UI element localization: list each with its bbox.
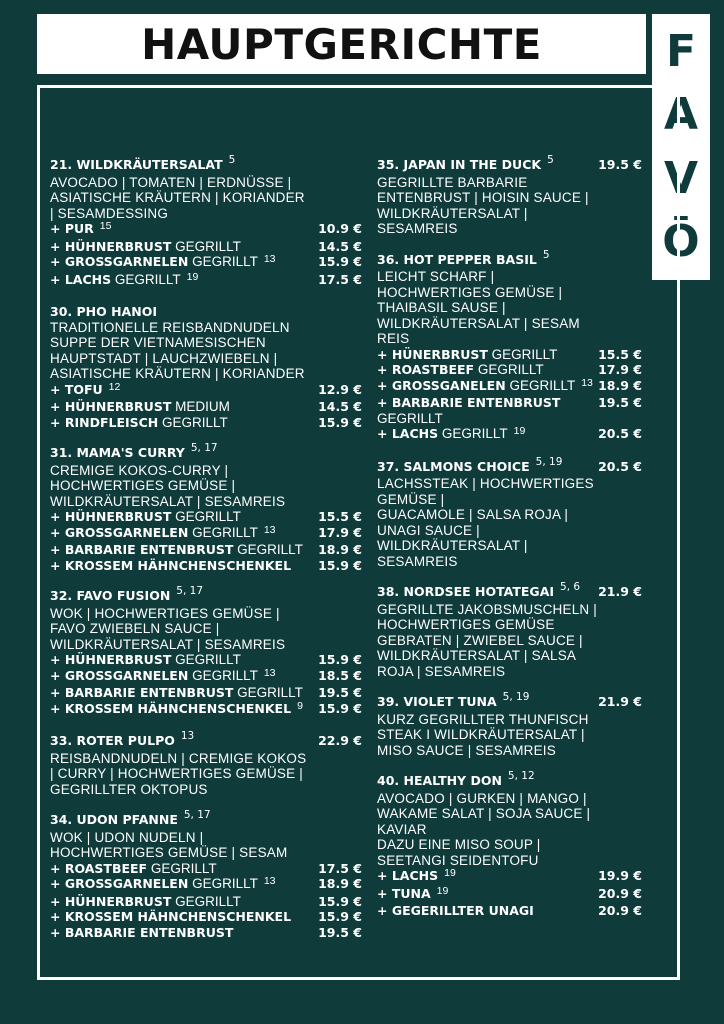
menu-item-description: ROJA | SESAMREIS	[377, 663, 506, 679]
menu-item	[377, 770, 642, 919]
allergen-codes: 5	[547, 154, 554, 166]
menu-item-description: HOCHWERTIGES GEMÜSE | SESAM	[50, 845, 288, 860]
option-name: + GROSSGARNELEN	[50, 524, 189, 540]
menu-item-price: 19.5 €	[598, 157, 642, 172]
menu-item	[377, 154, 642, 237]
option-addon: GEGRILLT	[188, 876, 258, 891]
menu-item-header	[50, 442, 362, 463]
option-addon: GEGRILLT	[111, 271, 181, 287]
option-price: 14.5 €	[318, 238, 362, 254]
menu-item-description: SEETANGI SEIDENTOFU	[377, 852, 539, 868]
logo-letter: F	[665, 25, 697, 77]
option-price: 12.9 €	[318, 381, 362, 397]
menu-item-description: FAVO ZWIEBELN SAUCE |	[50, 621, 220, 636]
menu-item-description: WILDKRÄUTERSALAT | SESAMREIS	[50, 493, 286, 509]
allergen-codes: 9	[297, 699, 303, 712]
menu-item	[50, 585, 362, 718]
allergen-codes: 5, 17	[190, 442, 218, 454]
menu-item	[50, 809, 362, 940]
menu-item-description: GEBRATEN | ZWIEBEL SAUCE |	[377, 632, 583, 648]
menu-item-title: 34. UDON PFANNE	[50, 812, 178, 827]
option-addon: GEGRILLT	[188, 667, 258, 683]
menu-item-description: WAKAME SALAT | SOJA SAUCE |	[377, 806, 591, 821]
menu-item-description: DAZU EINE MISO SOUP |	[377, 837, 541, 852]
option-row	[50, 542, 362, 558]
option-name: + KROSSEM HÄHNCHENSCHENKEL	[50, 909, 292, 924]
menu-item-description: TRADITIONELLE REISBANDNUDELN	[50, 319, 290, 335]
menu-item-header	[50, 154, 362, 175]
page-title: HAUPTGERICHTE	[141, 19, 542, 69]
option-price: 19.5 €	[598, 395, 642, 410]
option-row	[377, 426, 642, 444]
option-name: + LACHS	[377, 426, 439, 441]
menu-item-description: HOCHWERTIGES GEMÜSE |	[377, 284, 563, 300]
menu-item-header	[377, 581, 642, 602]
option-price: 20.9 €	[598, 903, 642, 918]
menu-item-header	[50, 809, 362, 830]
menu-item-title: 31. MAMA'S CURRY	[50, 445, 185, 460]
option-price: 15.9 €	[318, 254, 362, 269]
logo-letter: V	[663, 152, 699, 204]
option-price: 18.9 €	[318, 876, 362, 891]
menu-item	[50, 442, 362, 573]
menu-item-description: HAUPTSTADT | LAUCHZWIEBELN |	[50, 350, 278, 366]
option-row	[50, 399, 362, 415]
menu-item-description: HOCHWERTIGES GEMÜSE |	[50, 478, 236, 493]
menu-item-title: 21. WILDKRÄUTERSALAT	[50, 157, 223, 172]
option-row	[377, 395, 642, 411]
option-addon: GEGRILLT	[188, 254, 258, 269]
menu-item-description: UNAGI SAUCE |	[377, 522, 480, 538]
option-price: 20.9 €	[598, 885, 642, 901]
menu-item-title: 40. HEALTHY DON	[377, 773, 502, 788]
allergen-codes: 5, 19	[502, 691, 530, 703]
menu-item-description: THAIBASIL SAUSE |	[377, 300, 506, 315]
logo-letter: A	[663, 89, 699, 141]
option-price: 15.9 €	[318, 909, 362, 924]
option-row	[50, 509, 362, 525]
option-row	[50, 382, 362, 400]
option-row	[50, 525, 362, 543]
option-name: + BARBARIE ENTENBRUST	[50, 924, 234, 940]
menu-item-title: 30. PHO HANOI	[50, 304, 157, 319]
option-name: + GROSSGARNELEN	[50, 667, 189, 683]
menu-item	[50, 730, 362, 797]
allergen-codes: 5	[542, 248, 550, 261]
option-name: + HÜHNERBRUST	[50, 509, 172, 524]
option-name: + GROSSGANELEN	[377, 377, 506, 393]
menu-item-title: 32. FAVO FUSION	[50, 588, 171, 603]
menu-item	[377, 248, 642, 444]
allergen-codes: 13	[263, 523, 276, 536]
menu-item-price: 20.5 €	[598, 458, 642, 474]
menu-item-description: MISO SAUCE | SESAMREIS	[377, 742, 556, 758]
menu-item-header	[50, 730, 362, 751]
menu-item-title: 35. JAPAN IN THE DUCK	[377, 157, 542, 172]
option-price: 15.9 €	[318, 414, 362, 430]
menu-item-description: REIS	[377, 331, 410, 346]
option-row	[50, 221, 362, 239]
allergen-codes: 12	[108, 380, 121, 393]
allergen-codes: 13	[263, 875, 276, 887]
option-row	[50, 685, 362, 701]
menu-item-header	[377, 770, 642, 791]
option-addon: GEGRILLT	[233, 685, 303, 700]
menu-item-header	[50, 585, 362, 606]
menu-item-title: 37. SALMONS CHOICE	[377, 458, 530, 474]
option-addon: GEGRILLT	[171, 893, 241, 909]
menu-item-header	[377, 248, 642, 270]
option-price: 10.9 €	[318, 221, 362, 236]
menu-item-description: WOK | UDON NUDELN |	[50, 829, 204, 845]
option-price: 15.9 €	[318, 557, 362, 573]
option-row	[377, 903, 642, 919]
menu-item-header	[377, 455, 642, 477]
option-row	[50, 239, 362, 255]
allergen-codes: 19	[186, 270, 199, 283]
option-price: 18.9 €	[318, 542, 362, 557]
option-price: 15.9 €	[318, 893, 362, 909]
option-addon: GEGRILLT	[505, 377, 576, 393]
allergen-codes: 5, 19	[535, 455, 563, 468]
option-price: 17.5 €	[318, 271, 362, 287]
menu-item-description: ASIATISCHE KRÄUTERN | KORIANDER	[50, 190, 305, 205]
option-row	[377, 362, 642, 378]
option-row	[50, 894, 362, 910]
option-name: + TOFU	[50, 381, 103, 397]
menu-column-right	[377, 154, 642, 934]
menu-item-description: WILDKRÄUTERSALAT | SESAM	[377, 315, 580, 331]
allergen-codes: 5, 17	[176, 585, 204, 597]
menu-item-description: SUPPE DER VIETNAMESISCHEN	[50, 335, 266, 350]
option-row	[50, 861, 362, 877]
option-addon: GEGRILLT	[438, 426, 508, 441]
option-name: + RINDFLEISCH	[50, 414, 159, 430]
menu-item-description: KAVIAR	[377, 821, 427, 837]
option-row	[377, 886, 642, 904]
allergen-codes: 5	[228, 154, 236, 166]
option-name: + HÜNERBRUST	[377, 346, 488, 362]
option-addon: GEGRILLT	[188, 524, 258, 540]
menu-item-title: 33. ROTER PULPO	[50, 733, 175, 748]
option-addon: GEGRILLT	[487, 346, 558, 362]
menu-item-description: ASIATISCHE KRÄUTERN | KORIANDER	[50, 366, 305, 381]
option-name: + BARBARIE ENTENBRUST	[50, 685, 234, 700]
menu-item-description: WILDKRÄUTERSALAT | SALSA	[377, 648, 577, 663]
menu-item-description: SESAMREIS	[377, 553, 458, 569]
option-name: + KROSSEM HÄHNCHENSCHENKEL	[50, 557, 292, 573]
option-name: + ROASTBEEF	[377, 362, 475, 377]
menu-item-price: 21.9 €	[598, 584, 642, 599]
option-name: + PUR	[50, 221, 94, 236]
menu-item-description: KURZ GEGRILLTER THUNFISCH	[377, 711, 589, 727]
option-row	[377, 378, 642, 396]
option-row	[377, 868, 642, 886]
option-row	[50, 668, 362, 686]
option-row	[377, 411, 642, 427]
option-addon: GEGRILLT	[147, 860, 217, 876]
option-name: + GROSSGARNELEN	[50, 876, 189, 891]
menu-item	[377, 455, 642, 570]
menu-item-header	[377, 154, 642, 175]
option-price: 18.9 €	[598, 377, 642, 393]
option-addon: GEGRILLT	[377, 410, 443, 426]
menu-item-description: HOCHWERTIGES GEMÜSE	[377, 617, 555, 632]
option-price: 19.9 €	[598, 868, 642, 883]
menu-item-description: WILDKRÄUTERSALAT | SESAMREIS	[50, 636, 286, 652]
menu-item-description: WOK | HOCHWERTIGES GEMÜSE |	[50, 605, 280, 621]
option-name: + HÜHNERBRUST	[50, 893, 172, 909]
allergen-codes: 13	[180, 730, 195, 742]
option-addon: GEGRILLT	[474, 362, 544, 377]
option-row	[50, 909, 362, 925]
option-name: + TUNA	[377, 885, 431, 901]
menu-item-description: LACHSSTEAK | HOCHWERTIGES	[377, 476, 594, 491]
menu-item-price: 22.9 €	[318, 733, 362, 748]
allergen-codes: 5, 12	[507, 770, 535, 782]
menu-item-price: 21.9 €	[598, 694, 642, 709]
menu-item-description: WILDKRÄUTERSALAT |	[377, 538, 528, 553]
menu-item	[50, 154, 362, 289]
menu-item-title: 36. HOT PEPPER BASIL	[377, 251, 537, 267]
option-name: + HÜHNERBRUST	[50, 652, 172, 667]
menu-item-description: ENTENBRUST | HOISIN SAUCE |	[377, 190, 589, 205]
option-price: 17.5 €	[318, 860, 362, 876]
option-name: + KROSSEM HÄHNCHENSCHENKEL	[50, 700, 292, 716]
option-addon: GEGRILLT	[233, 542, 303, 557]
option-price: 15.5 €	[598, 346, 642, 362]
menu-item-description: LEICHT SCHARF |	[377, 269, 495, 284]
menu-item-description: | CURRY | HOCHWERTIGES GEMÜSE |	[50, 766, 304, 781]
menu-item-description: REISBANDNUDELN | CREMIGE KOKOS	[50, 750, 307, 766]
option-addon: GEGRILLT	[171, 509, 241, 524]
option-row	[377, 347, 642, 363]
allergen-codes: 19	[436, 884, 449, 897]
option-addon: GEGRILLT	[171, 652, 241, 667]
menu-item-description: STEAK I WILDKRÄUTERSALAT |	[377, 727, 585, 742]
option-price: 15.9 €	[318, 652, 362, 667]
option-name: + GEGERILLTER UNAGI	[377, 903, 534, 918]
menu-item-description: | SESAMDESSING	[50, 205, 169, 221]
menu-column-left	[50, 154, 362, 955]
allergen-codes: 5, 17	[183, 809, 211, 821]
allergen-codes: 13	[581, 376, 593, 389]
option-addon: MEDIUM	[171, 399, 230, 414]
menu-item	[377, 691, 642, 758]
page-title-box	[37, 14, 646, 74]
menu-item-title: 38. NORDSEE HOTATEGAI	[377, 584, 555, 599]
option-price: 19.5 €	[318, 924, 362, 940]
allergen-codes: 19	[444, 867, 456, 879]
option-name: + GROSSGARNELEN	[50, 254, 189, 269]
option-row	[50, 876, 362, 894]
allergen-codes: 5, 6	[560, 581, 581, 593]
menu-item-title: 39. VIOLET TUNA	[377, 694, 497, 709]
menu-item-description: WILDKRÄUTERSALAT |	[377, 205, 528, 221]
menu-item-description: GEGRILLTE JAKOBSMUSCHELN |	[377, 601, 598, 617]
option-name: + BARBARIE ENTENBRUST	[377, 395, 561, 410]
option-row	[50, 272, 362, 290]
option-row	[50, 254, 362, 272]
logo-letter: Ō	[662, 216, 700, 268]
menu-item	[50, 304, 362, 430]
allergen-codes: 19	[513, 425, 526, 437]
option-name: + ROASTBEEF	[50, 860, 148, 876]
option-price: 17.9 €	[598, 362, 642, 377]
option-price: 18.5 €	[318, 667, 362, 683]
menu-item-description: GEGRILLTE BARBARIE	[377, 174, 528, 190]
option-name: + HÜHNERBRUST	[50, 399, 172, 414]
menu-item-description: CREMIGE KOKOS-CURRY |	[50, 462, 229, 478]
option-addon: GEGRILLT	[158, 414, 228, 430]
menu-item-description: GUACAMOLE | SALSA ROJA |	[377, 507, 569, 522]
menu-item-description: GEGRILLTER OKTOPUS	[50, 781, 208, 797]
option-name: + LACHS	[50, 271, 112, 287]
option-price: 17.9 €	[318, 524, 362, 540]
allergen-codes: 15	[99, 220, 112, 232]
menu-item	[377, 581, 642, 679]
menu-item-description: AVOCADO | TOMATEN | ERDNÜSSE |	[50, 174, 292, 190]
option-price: 14.5 €	[318, 399, 362, 414]
option-price: 19.5 €	[318, 685, 362, 700]
allergen-codes: 13	[263, 666, 276, 679]
menu-item-header	[377, 691, 642, 712]
option-price: 15.9 €	[318, 700, 362, 716]
option-addon: GEGRILLT	[171, 238, 241, 254]
menu-item-description: AVOCADO | GURKEN | MANGO |	[377, 790, 587, 806]
option-row	[50, 925, 362, 941]
option-name: + BARBARIE ENTENBRUST	[50, 542, 234, 557]
allergen-codes: 13	[263, 253, 276, 265]
menu-item-header	[50, 304, 362, 320]
menu-item-description: GEMÜSE |	[377, 491, 445, 507]
menu-item-description: SESAMREIS	[377, 221, 458, 236]
option-name: + LACHS	[377, 868, 439, 883]
option-row	[50, 415, 362, 431]
option-row	[50, 701, 362, 719]
option-price: 20.5 €	[598, 426, 642, 441]
option-row	[50, 652, 362, 668]
option-name: + HÜHNERBRUST	[50, 238, 172, 254]
option-row	[50, 558, 362, 574]
option-price: 15.5 €	[318, 509, 362, 524]
